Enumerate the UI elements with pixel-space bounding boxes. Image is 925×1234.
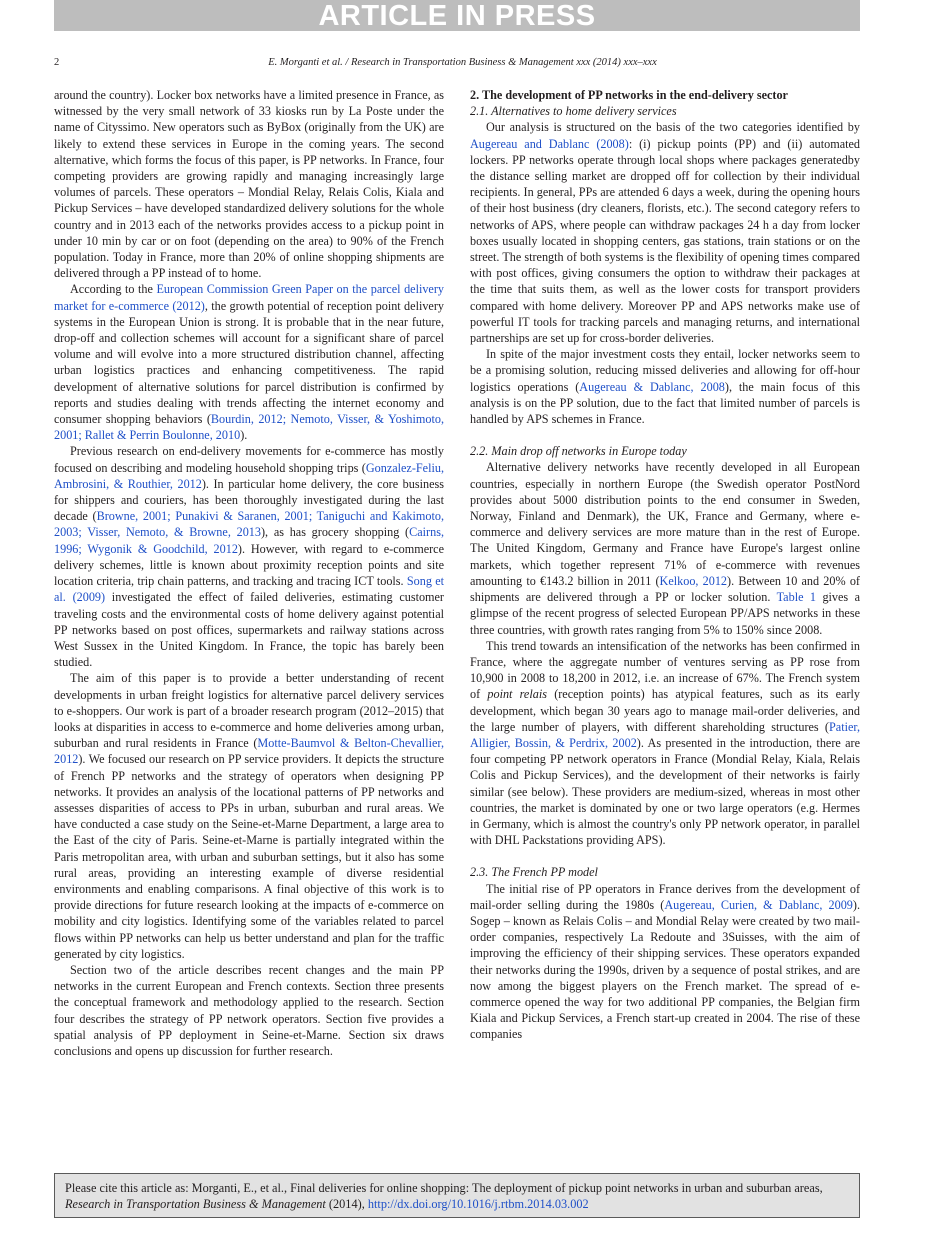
running-head: E. Morganti et al. / Research in Transportation Business & Management xxx (2014) xxx–xxx xyxy=(268,57,657,68)
reference-link[interactable]: Cairns, 1996; Wygonik & Goodchild, 2012 xyxy=(54,525,444,556)
subsection-title: 2.3. The French PP model xyxy=(470,865,598,880)
left-column xyxy=(54,87,444,1059)
page-number: 2 xyxy=(54,57,60,68)
subsection-title: 2.1. Alternatives to home delivery services xyxy=(470,104,677,119)
reference-link[interactable]: Bourdin, 2012; Nemoto, Visser, & Yoshimoto, 2001; Rallet & Perrin Boulonne, 2010 xyxy=(54,412,445,443)
reference-link[interactable]: Patier, Alligier, Bossin, & Perdrix, 2002 xyxy=(470,719,860,750)
paragraph: This trend towards an intensification of the networks has been confirmed in France, where the aggregate number of ventures serving as PP rose from 10,900 in 2008 to 18,200 in 2012, i.e. an increase of 67%. The French system of point relais (reception points) has atypical features, such as its early development, which began 30 years ago to manage mail-order deliveries, and the large number of players, with different shareholding structures (Patier, Alligier, Bossin, & Perdrix, 2002). As presented in the introduction, there are four competing PP network operators in France (Mondial Relay, Kiala, Relais Colis and Pickup Services), and the development of their networks is fairly similar (see below). These providers are medium-sized, whereas in most other countries, the market is dominated by one or two large operators (e.g. Hermes in Germany, which is almost the country's only PP network operator, in parallel with DHL Packstations providing APS). xyxy=(470,638,860,848)
citation-box: Please cite this article as: Morganti, E., et al., Final deliveries for online shopping: The deployment of pickup point networks in urban and suburban areas, Research in Transportation Business & Management (2014), http://dx.doi.org/10.1016/j.rtbm.2014.03.002 xyxy=(54,1173,860,1218)
paragraph: In spite of the major investment costs they entail, locker networks seem to be a promising solution, reducing missed deliveries and allowing for off-hour logistics operations (Augereau & Dablanc, 2008), the main focus of this analysis is on the PP solution, due to the fact that limited number of parcels is handled by APS schemes in France. xyxy=(470,347,860,427)
paragraph: The aim of this paper is to provide a better understanding of recent developments in urban freight logistics for alternative parcel delivery services to e-shoppers. Our work is part of a broader research program (2012–2015) that looks at disparities in access to e-commerce and home deliveries among urban, suburban and rural residents in France (Motte-Baumvol & Belton-Chevallier, 2012). We focused our research on PP service providers. It depicts the structure of French PP networks and the strategy of operators when designing PP networks. It provides an analysis of the locational patterns of PP networks and assesses disparities of access to PPs in urban, suburban and rural areas. We have conducted a case study on the Seine-et-Marne Department, a large area to the East of the city of Paris. Seine-et-Marne is partially integrated within the Paris metropolitan area, with urban and suburban settings, but it also has some rural areas, providing an interesting example of diverse residential environments and enabling comparisons. A final objective of this work is to provide directions for future research looking at the impacts of e-commerce on mobility and city logistics. Identifying some of the variables related to parcel flows within PP networks can help us better understand and plan for the traffic generated by city logistics. xyxy=(54,671,444,961)
reference-link[interactable]: Kelkoo, 2012 xyxy=(659,573,728,588)
reference-link[interactable]: Gonzalez-Feliu, Ambrosini, & Routhier, 2012 xyxy=(54,460,444,491)
paragraph: Our analysis is structured on the basis of the two categories identified by Augereau and Dablanc (2008): (i) pickup points (PP) and (ii) automated lockers. PP networks operate through local shops where packages generatedby the distance selling market are dropped off for collection by their individual recipients. In general, PPs are attended 6 days a week, during the opening hours of their host business (dry cleaners, florists, etc.). The second category refers to networks of APS, where people can withdraw packages 24 h a day from locker boxes usually located in shopping centers, gas stations, train stations or on the street. The strength of both systems is the flexibility of opening times compared with post offices, giving consumers the option to withdraw their packages at the time that suits them, as well as the lower costs for transport providers compared with home delivery. Moreover PP and APS networks make use of powerful IT tools for tracking parcels and managing returns, and international partnerships are set up for cross-border deliveries. xyxy=(470,120,860,346)
right-column xyxy=(470,87,860,1043)
table-link[interactable]: Table 1 xyxy=(776,590,817,605)
reference-link[interactable]: Browne, 2001; Punakivi & Saranen, 2001; Taniguchi and Kakimoto, 2003; Visser, Nemoto, & Browne, 2013 xyxy=(54,509,444,540)
article-in-press-banner: ARTICLE IN PRESS xyxy=(54,0,860,31)
reference-link[interactable]: Song et al. (2009) xyxy=(54,574,445,605)
section-title: 2. The development of PP networks in the end-delivery sector xyxy=(470,88,788,102)
doi-link[interactable]: http://dx.doi.org/10.1016/j.rtbm.2014.03.002 xyxy=(367,1197,589,1212)
paragraph: According to the European Commission Green Paper on the parcel delivery market for e-commerce (2012), the growth potential of reception point delivery systems in the European Union is strong. It is probable that in the near future, drop-off and collection schemes will account for a significant share of parcel volume and will evolve into a more structured distribution channel, affecting urban logistics practices and enhancing competitiveness. The rapid development of alternative solutions for parcel distribution is confirmed by reports and studies dealing with trends affecting the internet economy and consumer shopping behaviors (Bourdin, 2012; Nemoto, Visser, & Yoshimoto, 2001; Rallet & Perrin Boulonne, 2010). xyxy=(54,282,445,443)
paragraph: Alternative delivery networks have recently developed in all European countries, especially in northern Europe (the Swedish operator PostNord provides about 5000 distribution points to the end consumer in Sweden, Norway, Finland and Denmark), the UK, France and Germany, where e-commerce and delivery services are more mature than in the rest of Europe. The United Kingdom, Germany and France have Europe's largest online markets, which together represent 71% of e-commerce with revenues amounting to €143.2 billion in 2011 (Kelkoo, 2012). Between 10 and 20% of shipments are delivered through a PP or locker solution. Table 1 gives a glimpse of the recent progress of selected European PP/APS networks in these three countries, with growth rates ranging from 5% to 150% since 2008. xyxy=(470,460,860,637)
paragraph: The initial rise of PP operators in France derives from the development of mail-order selling during the 1980s (Augereau, Curien, & Dablanc, 2009). Sogep – known as Relais Colis – and Mondial Relay were created by two mail-order companies, respectively La Redoute and 3Suisses, with the aim of improving the efficiency of their shipping services. These operators expanded their networks during the 1990s, driven by a sequence of postal strikes, and are now among the biggest players on the French market. The spread of e-commerce opened the way for two additional PP companies, the Belgian firm Kiala and Pickup Services, a French start-up created in 2004. The rise of these companies xyxy=(470,881,861,1042)
reference-link[interactable]: Augereau and Dablanc (2008) xyxy=(470,136,629,151)
reference-link[interactable]: Augereau, Curien, & Dablanc, 2009 xyxy=(664,897,853,912)
subsection-title: 2.2. Main drop off networks in Europe today xyxy=(470,444,687,459)
reference-link[interactable]: European Commission Green Paper on the parcel delivery market for e-commerce (2012) xyxy=(54,282,444,313)
reference-link[interactable]: Motte-Baumvol & Belton-Chevallier, 2012 xyxy=(54,736,444,767)
paragraph: Section two of the article describes recent changes and the main PP networks in the current European and French contexts. Section three presents the conceptual framework and methodology applied to the research. Section four describes the strategy of PP network operators. Section five provides a spatial analysis of PP deployment in Seine-et-Marne. Section six draws conclusions and opens up discussion for further research. xyxy=(54,962,444,1058)
paragraph: Previous research on end-delivery movements for e-commerce has mostly focused on describing and modeling household shopping trips (Gonzalez-Feliu, Ambrosini, & Routhier, 2012). In particular home delivery, the core business for shippers and couriers, has been thoroughly investigated during the last decade (Browne, 2001; Punakivi & Saranen, 2001; Taniguchi and Kakimoto, 2003; Visser, Nemoto, & Browne, 2013), as has grocery shopping (Cairns, 1996; Wygonik & Goodchild, 2012). However, with regard to e-commerce delivery schemes, little is known about proximity reception points and site location criteria, trip chain patterns, and tracking and tracing ICT tools. Song et al. (2009) investigated the effect of failed deliveries, estimating customer traveling costs and the environmental costs of home delivery against potential PP networks based on post offices, supermarkets and railway stations across West Sussex in the United Kingdom. In France, the topic has barely been studied. xyxy=(54,444,445,670)
reference-link[interactable]: Augereau & Dablanc, 2008 xyxy=(579,379,725,394)
paragraph: around the country). Locker box networks have a limited presence in France, as witnessed by the very small network of 33 kiosks run by La Poste under the name of Cityssimo. New operators such as ByBox (originally from the UK) are likely to extend these services in Europe in the coming years. The second alternative, which forms the focus of this paper, is PP networks. In France, four competing providers are growing rapidly and managing increasingly large volumes of parcels. These operators – Mondial Relay, Relais Colis, Kiala and Pickup Services – have developed standardized delivery solutions for the whole country and in 2013 each of the networks provides access to a pickup point in under 10 min by car or on foot (depending on the area) to 90% of the French population. Today in France, more than 20% of online shopping shipments are delivered through a PP instead of to home. xyxy=(54,88,444,281)
journal-name: Research in Transportation Business & Management xyxy=(65,1197,326,1212)
